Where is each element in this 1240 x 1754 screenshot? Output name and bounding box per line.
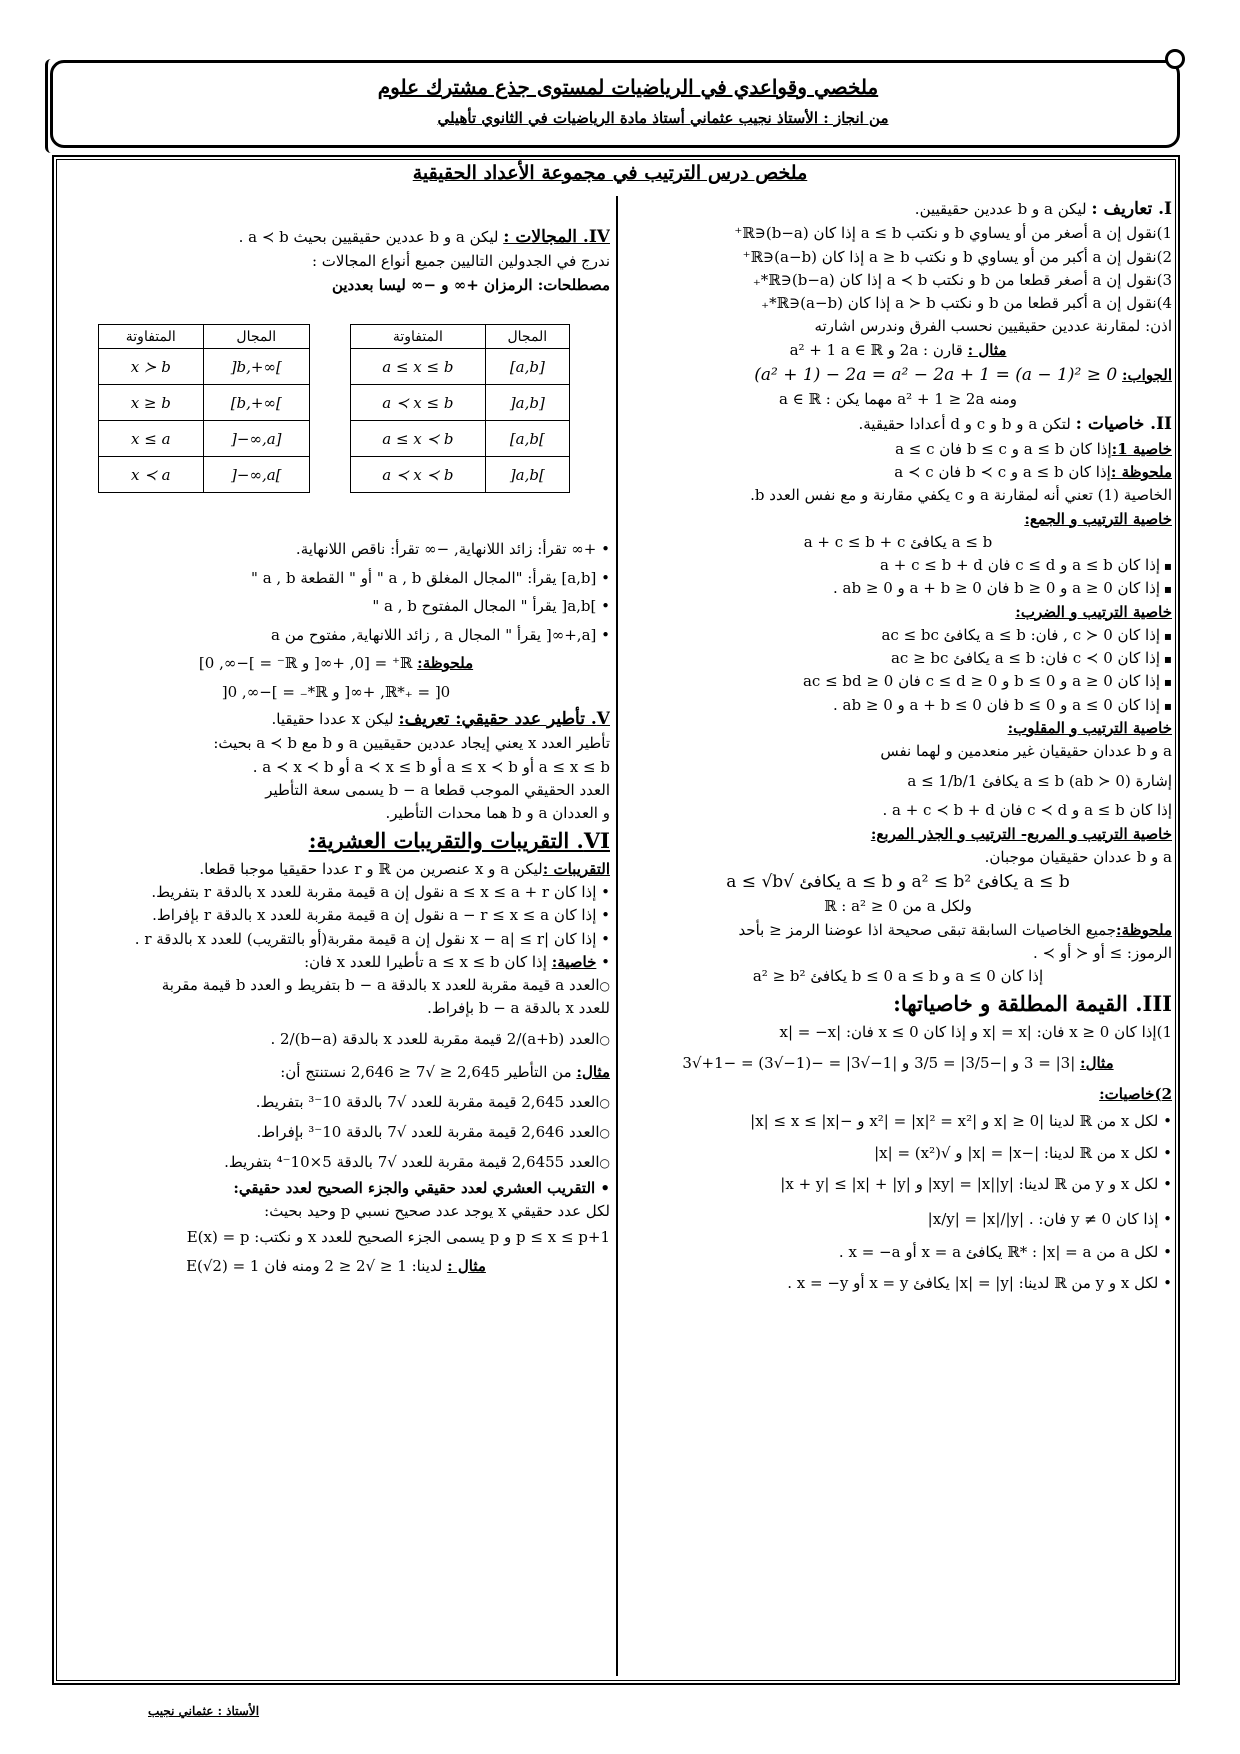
definition-1: 1)نقول إن a أصغر من أو يساوي b و نكتب a ≤ b إذا كان (b−a)∈ℝ⁺	[734, 224, 1172, 243]
interval-cell: ]a,b[	[485, 457, 569, 493]
order-addition-title: خاصية الترتيب و الجمع:	[1024, 509, 1172, 528]
square-note-2: الرموز: ≥ أو ≺ أو ≻ .	[1033, 943, 1172, 962]
inequality-cell: a ≺ x ≤ b	[351, 385, 486, 421]
framing-4: و العددان a و b هما محدات التأطير.	[385, 804, 610, 823]
answer-conclusion: ومنه a² + 1 ≥ 2a مهما يكن : a ∈ ℝ	[778, 390, 1018, 409]
approx-label: التقريبات :	[542, 859, 610, 878]
approx-property-label: خاصية:	[551, 952, 597, 971]
integer-part-2: p ≤ x ≤ p+1 و p يسمى الجزء الصحيح للعدد x و نكتب: E(x) = p	[186, 1228, 610, 1247]
definition-3: 3)نقول إن a أصغر قطعا من b و نكتب a ≺ b إذا كان (b−a)∈ℝ*₊	[752, 270, 1172, 289]
addition-rule-3: ▪ إذا كان a ≥ 0 و b ≥ 0 فان a + b ≥ 0 و ab ≥ 0 .	[624, 577, 1172, 600]
inequality-cell: x ≺ a	[99, 457, 204, 493]
example-2-label: مثال:	[576, 1062, 610, 1081]
column-divider	[616, 196, 618, 1676]
approx-property-1b: للعدد x بالدقة b − a بإفراط.	[427, 999, 610, 1018]
definition-4: 4)نقول إن a أكبر قطعا من b و نكتب a ≻ b إذا كان (a−b)∈ℝ*₊	[761, 294, 1172, 313]
answer-text: (a² + 1) − 2a = a² − 2a + 1 = (a − 1)² ≥ 0	[754, 364, 1118, 385]
interval-reading-3: • ]a,b[ يقرأ " المجال المفتوح a , b "	[62, 592, 610, 621]
s6-title: VI. التقريبات والتقريبات العشرية:	[308, 828, 610, 854]
abs-example: |3| = 3 و |−3/5| = 3/5 و |1−√3| = −(1−√3) = −1+√3	[682, 1054, 1076, 1073]
order-multiplication-title: خاصية الترتيب و الضرب:	[1015, 602, 1172, 621]
example-2-item-1: ○ العدد 2,645 قيمة مقربة للعدد √7 بالدقة 10⁻³ بتفريط.	[62, 1087, 610, 1117]
example-3-text: لدينا: 1 ≤ √2 ≤ 2 ومنه فان E(√2) = 1	[186, 1256, 443, 1275]
inverse-rule: إشارة (ab ≻ 0) a ≤ b يكافئ 1/a ≤ 1/b	[907, 772, 1172, 791]
approx-property-intro: إذا كان a ≤ x ≤ b تأطيرا للعدد x فان:	[304, 952, 547, 971]
integer-part-1: لكل عدد حقيقي x يوجد عدد صحيح نسبي p وحيد بحيث:	[264, 1201, 610, 1220]
interval-cell: ]b,+∞[	[203, 349, 309, 385]
property-1-remark: الخاصية (1) تعني أنه لمقارنة a و c يكفي مقارنة و مع نفس العدد b.	[750, 486, 1172, 505]
abs-property-4: • إذا كان y ≠ 0 فان: . |x/y| = |x|/|y|	[624, 1201, 1172, 1237]
interval-cell: ]a,b]	[485, 385, 569, 421]
inequality-cell: a ≤ x ≤ b	[351, 349, 486, 385]
example-2-text: من التأطير 2,645 ≤ √7 ≤ 2,646 نستنتج أن:	[280, 1062, 572, 1081]
square-note: جميع الخاصيات السابقة تبقى صحيحة اذا عوضنا الرمز ≤ بأحد	[738, 920, 1117, 939]
addition-rule-1: a ≤ b يكافئ a + c ≤ b + c	[803, 532, 993, 551]
interval-cell: [a,b]	[485, 349, 569, 385]
definition-note: اذن: لمقارنة عددين حقيقيين نحسب الفرق وندرس اشارته	[814, 317, 1172, 336]
inequality-cell: x ≥ b	[99, 385, 204, 421]
inequality-cell: a ≺ x ≺ b	[351, 457, 486, 493]
interval-note-label: ملحوظة:	[417, 654, 474, 672]
interval-reading-2: • [a,b] يقرأ: "المجال المغلق a , b " أو " القطعة a , b "	[62, 564, 610, 593]
s4-title: IV. المجالات :	[503, 227, 610, 247]
s2-intro: لتكن a و b و c و d أعدادا حقيقية.	[858, 415, 1071, 434]
left-column	[62, 224, 610, 297]
framing-2: a ≤ x ≤ b أو a ≤ x ≺ b أو a ≺ x ≤ b أو a ≺ x ≺ b .	[252, 757, 610, 776]
abs-property-6: • لكل x و y من ℝ لدينا: |x| = |y| يكافئ x = y أو x = −y .	[624, 1268, 1172, 1300]
approx-rule-3: • إذا كان |x − a| ≤ r نقول إن a قيمة مقربة(أو بالتقريب) للعدد x بالدقة r .	[62, 928, 610, 951]
table-header-inequality: المتفاوتة	[351, 325, 486, 349]
property-1-label: خاصية 1:	[1111, 439, 1172, 458]
multiplication-rule-1: ▪ إذا كان c ≻ 0 , فان: a ≤ b يكافئ ac ≤ bc	[624, 624, 1172, 647]
s4-terms: مصطلحات: الرمزان +∞ و −∞ ليسا بعددين	[331, 275, 610, 294]
property-1-text: إذا كان a ≤ b و b ≤ c فان a ≤ c	[895, 439, 1112, 458]
s1-intro: ليكن a و b عددين حقيقيين.	[914, 200, 1087, 218]
abs-property-1: • لكل x من ℝ لدينا |x| ≥ 0 و |x²| = |x|² = x² و −|x| ≤ x ≤ |x|	[624, 1106, 1172, 1138]
interval-reading-1: • +∞ تقرأ: زائد اللانهاية, −∞ تقرأ: ناقص اللانهاية.	[62, 535, 610, 564]
approx-intro: ليكن a و x عنصرين من ℝ و r عددا حقيقيا موجبا قطعا.	[199, 859, 543, 878]
inverse-intro: a و b عددان حقيقيان غير منعدمين و لهما نفس	[880, 742, 1172, 761]
s4-line-2: ندرج في الجدولين التاليين جميع أنواع المجالات :	[311, 252, 610, 271]
square-negative-rule: إذا كان a ≤ 0 و b ≤ 0 a ≤ b يكافئ a² ≥ b²	[752, 967, 1044, 986]
interval-cell: ]−∞,a[	[203, 457, 309, 493]
s1-title: I. تعاريف :	[1091, 199, 1172, 219]
right-column	[624, 196, 1172, 1300]
example-text: قارن : 2a و a² + 1 a ∈ ℝ	[789, 340, 963, 359]
s4-intro: ليكن a و b عددين حقيقيين بحيث a ≺ b .	[238, 228, 499, 246]
interval-cell: [a,b[	[485, 421, 569, 457]
abs-example-label: مثال:	[1080, 1054, 1114, 1073]
approx-rule-1: • إذا كان a ≤ x ≤ a + r نقول إن a قيمة مقربة للعدد x بالدقة r بتفريط.	[62, 881, 610, 904]
interval-cell: ]−∞,a]	[203, 421, 309, 457]
abs-property-3: • لكل x و y من ℝ لدينا: |xy| = |x||y| و |x + y| ≤ |x| + |y|	[624, 1169, 1172, 1201]
section-title: ملخص درس الترتيب في مجموعة الأعداد الحقيقية	[412, 162, 808, 184]
inequality-cell: x ≤ a	[99, 421, 204, 457]
definition-2: 2)نقول إن a أكبر من أو يساوي b و نكتب a ≥ b إذا كان (a−b)∈ℝ⁺	[742, 247, 1172, 266]
s3-title: III. القيمة المطلقة و خاصياتها:	[893, 991, 1172, 1017]
table-header-interval: المجال	[485, 325, 569, 349]
footer-author: الأستاذ : عثماني نجيب	[148, 1704, 260, 1718]
framing-1: تأطير العدد x يعني إيجاد عددين حقيقيين a و b مع a ≺ b بحيث:	[213, 734, 610, 753]
order-square-title: خاصية الترتيب و المربع- الترتيب و الجذر المربع:	[870, 824, 1172, 843]
approx-property-1: ○ العدد a قيمة مقربة للعدد x بالدقة b − a بتفريط و العدد b قيمة مقربة	[62, 974, 610, 997]
absolute-value-definition: 1)إذا كان x ≥ 0 فان: |x| = x و إذا كان x ≤ 0 فان: |x| = −x	[779, 1022, 1172, 1041]
multiplication-rule-4: ▪ إذا كان a ≤ 0 و b ≤ 0 فان a + b ≤ 0 و ab ≥ 0 .	[624, 694, 1172, 717]
example-3-label: مثال :	[447, 1256, 486, 1275]
example-label: مثال :	[967, 340, 1007, 359]
inequality-cell: a ≤ x ≺ b	[351, 421, 486, 457]
abs-property-5: • لكل a من ℝ* : |x| = a يكافئ x = a أو x = −a .	[624, 1237, 1172, 1269]
square-all-reals: ولكل a من ℝ : a² ≥ 0	[824, 897, 972, 916]
example-2-item-2: ○ العدد 2,646 قيمة مقربة للعدد √7 بالدقة 10⁻³ بإفراط.	[62, 1117, 610, 1147]
square-note-label: ملحوظة:	[1116, 920, 1172, 939]
table-header-interval: المجال	[203, 325, 309, 349]
note-text: إذا كان a ≤ b و b ≺ c فان a ≺ c	[894, 463, 1111, 482]
order-inverse-title: خاصية الترتيب و المقلوب:	[1007, 718, 1172, 737]
approx-property-2: ○ العدد (a+b)/2 قيمة مقربة للعدد x بالدقة (b−a)/2 .	[62, 1021, 610, 1057]
interval-note-1: ℝ⁺ = [0, +∞[ و ℝ⁻ = ]−∞, 0]	[198, 654, 413, 672]
example-2-item-3: ○ العدد 2,6455 قيمة مقربة للعدد √7 بالدقة 5×10⁻⁴ بتفريط.	[62, 1147, 610, 1177]
interval-note-2: ℝ*₊ = ]0, +∞[ و ℝ*₋ = ]−∞, 0[	[221, 682, 451, 701]
answer-label: الجواب:	[1122, 365, 1172, 384]
addition-rule-2: ▪ إذا كان a ≤ b و c ≤ d فان a + c ≤ b + d	[624, 554, 1172, 577]
note-label: ملحوظة :	[1110, 463, 1172, 482]
table-header-inequality: المتفاوتة	[99, 325, 204, 349]
intervals-table-unbounded	[98, 324, 310, 493]
s2-title: II. خاصيات :	[1075, 414, 1172, 435]
inequality-cell: x ≻ b	[99, 349, 204, 385]
intervals-table-bounded	[350, 324, 570, 493]
square-intro: a و b عددان حقيقيان موجبان.	[984, 847, 1172, 866]
header-scroll-banner	[50, 60, 1180, 148]
document-title: ملخصي وقواعدي في الرياضيات لمستوى جذع مشترك علوم	[377, 75, 879, 99]
approx-rule-2: • إذا كان a − r ≤ x ≤ a نقول إن a قيمة مقربة للعدد x بالدقة r بإفراط.	[62, 904, 610, 927]
s5-title: V. تأطير عدد حقيقي: تعريف:	[398, 709, 610, 729]
multiplication-rule-2: ▪ إذا كان c ≺ 0 فان: a ≤ b يكافئ ac ≥ bc	[624, 647, 1172, 670]
abs-property-2: • لكل x من ℝ لدينا: |−x| = |x| و √(x²) = |x|	[624, 1138, 1172, 1170]
left-column-lower	[62, 535, 610, 1280]
interval-reading-4: • [a,+∞[ يقرأ " المجال a , زائد اللانهاية, مفتوح من a	[62, 621, 610, 650]
abs-properties-title: 2)خاصيات:	[1099, 1085, 1172, 1104]
inverse-rule-2: إذا كان a ≤ b و c ≺ d فان a + c ≺ b + d .	[882, 801, 1172, 820]
interval-cell: [b,+∞[	[203, 385, 309, 421]
framing-3: العدد الحقيقي الموجب قطعا b − a يسمى سعة التأطير	[265, 780, 610, 799]
s5-intro: ليكن x عددا حقيقيا.	[271, 710, 394, 728]
multiplication-rule-3: ▪ إذا كان a ≥ 0 و b ≤ 0 و c ≤ d ≥ 0 فان ac ≤ bd ≥ 0	[624, 670, 1172, 693]
square-rule: a ≤ b يكافئ a² ≤ b² و a ≤ b يكافئ √a ≤ √b	[726, 872, 1070, 893]
document-subtitle: من انجاز : الأستاذ نجيب عثماني أستاذ مادة الرياضيات في الثانوي تأهيلي	[437, 109, 889, 127]
integer-part-title: • التقريب العشري لعدد حقيقي والجزء الصحيح لعدد حقيقي:	[62, 1177, 610, 1200]
